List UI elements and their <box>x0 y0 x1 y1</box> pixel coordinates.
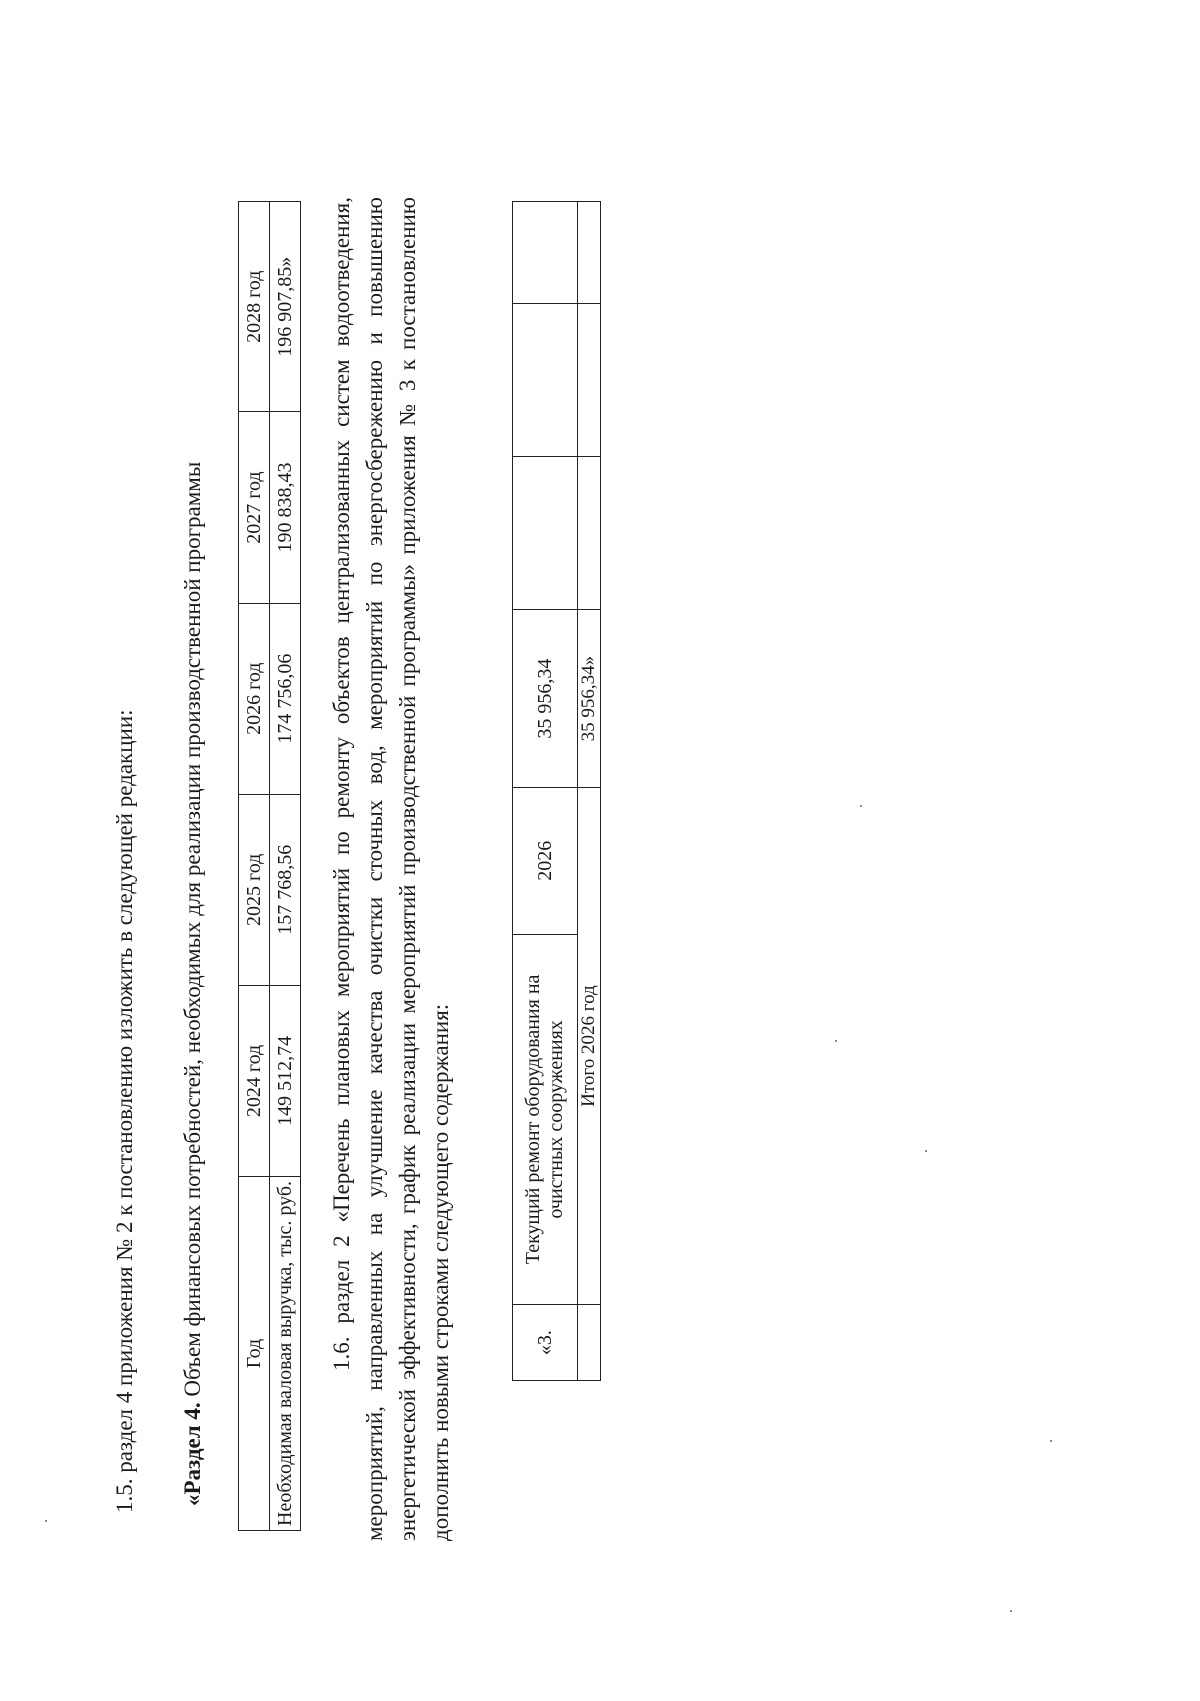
empty-cell <box>513 457 578 610</box>
item-1-6-text: 1.6. раздел 2 «Перечень плановых мероприятий по ремонту объектов централизованных систем водоотведения, мероприятий, направленных на улучшение качества очистки сточных вод, мероприятий по энергосбережению и повышению энергетической эффективности, график реализации мероприятий производственной программы» приложения № 3 к постановлению дополнить новыми строками следующего содержания: <box>329 197 453 1541</box>
empty-cell <box>578 1305 601 1381</box>
scan-speck <box>835 1040 837 1042</box>
empty-cell <box>578 304 601 457</box>
item-1-5-text: 1.5. раздел 4 приложения № 2 к постановлению изложить в следующей редакции: <box>112 709 137 1513</box>
scan-speck <box>925 1150 927 1152</box>
value-cell: 157 768,56 <box>270 794 301 985</box>
measure-name-cell: Текущий ремонт оборудования на очистных сооружениях <box>513 934 578 1305</box>
total-row <box>578 202 601 1381</box>
revenue-table <box>238 201 301 1531</box>
section-4-heading <box>180 462 206 1506</box>
total-label-cell: Итого 2026 год <box>578 787 601 1304</box>
scan-speck <box>860 805 862 807</box>
value-cell: 190 838,43 <box>270 412 301 603</box>
section-4-prefix: «Раздел 4. <box>180 1402 205 1506</box>
value-cell: 196 907,85» <box>270 202 301 412</box>
header-cell: 2027 год <box>239 412 270 603</box>
header-cell: 2028 год <box>239 202 270 412</box>
empty-cell <box>513 202 578 304</box>
section-4-title: Объем финансовых потребностей, необходимых для реализации производственной программы <box>180 461 205 1403</box>
row-number-cell: «3. <box>513 1305 578 1381</box>
year-cell: 2026 <box>513 787 578 934</box>
header-cell: 2024 год <box>239 985 270 1176</box>
table-row <box>270 202 301 1531</box>
sum-cell: 35 956,34 <box>513 610 578 788</box>
value-cell: 149 512,74 <box>270 985 301 1176</box>
value-cell: 174 756,06 <box>270 603 301 794</box>
scan-speck <box>1050 1440 1052 1442</box>
measures-table <box>512 201 601 1381</box>
header-cell: 2026 год <box>239 603 270 794</box>
empty-cell <box>513 304 578 457</box>
empty-cell <box>578 457 601 610</box>
header-cell: 2025 год <box>239 794 270 985</box>
total-sum-cell: 35 956,34» <box>578 610 601 788</box>
header-cell: Год <box>239 1176 270 1530</box>
table-row <box>513 202 578 1381</box>
scan-speck <box>1010 1610 1012 1612</box>
rotated-content <box>0 161 720 1701</box>
row-label-cell: Необходимая валовая выручка, тыс. руб. <box>270 1176 301 1530</box>
empty-cell <box>578 202 601 304</box>
table-header-row <box>239 202 270 1531</box>
